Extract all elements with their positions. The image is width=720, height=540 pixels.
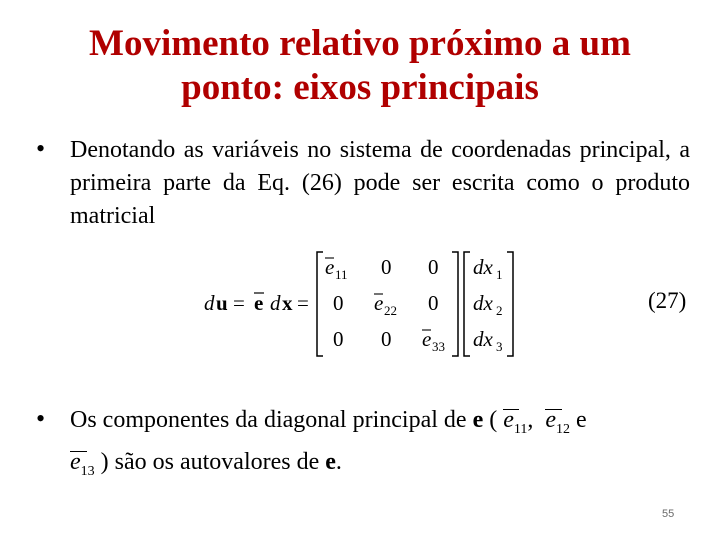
bullet-marker: •: [36, 404, 46, 433]
matrix-zero: 0: [333, 327, 344, 351]
title-line-2: ponto: eixos principais: [181, 67, 539, 108]
bullet-2-text: [70, 404, 690, 488]
bullet-marker: •: [36, 134, 46, 163]
matrix-equation: [200, 248, 530, 360]
lhs-u: u: [216, 291, 228, 315]
matrix-zero: 0: [333, 291, 344, 315]
matrix-left-bracket: [317, 252, 323, 356]
matrix-zero: 0: [428, 255, 439, 279]
vector-right-bracket: [507, 252, 513, 356]
vector-sub-3: 3: [496, 339, 503, 354]
vector-left-bracket: [464, 252, 470, 356]
bold-e: e: [472, 407, 484, 433]
equals-sign-2: =: [297, 291, 309, 315]
separator: ,: [527, 407, 534, 433]
bullet-2-text-d: ) são os autovalores de: [94, 448, 326, 475]
matrix-e33-letter: e: [422, 327, 432, 351]
page-number: 55: [662, 508, 675, 520]
matrix-zero: 0: [428, 291, 439, 315]
bullet-2-text-e: .: [335, 448, 342, 475]
title-line-1: Movimento relativo próximo a um: [89, 23, 631, 64]
bullet-2-text-a: Os componentes da diagonal principal de: [70, 407, 473, 433]
matrix-zero: 0: [381, 255, 392, 279]
matrix-e22-sub: 22: [384, 303, 397, 318]
vector-sub-2: 2: [496, 303, 503, 318]
symbol-e11: $e_{11}$: [503, 407, 528, 437]
matrix-e33-sub: 33: [432, 339, 445, 354]
vector-dx: dx: [473, 327, 493, 351]
bold-e: e: [325, 448, 336, 475]
dx-d: d: [270, 291, 281, 315]
dx-x: x: [282, 291, 293, 315]
bullet-2-text-b: (: [483, 407, 504, 433]
equation-number: (27): [648, 288, 687, 313]
vector-dx: dx: [473, 291, 493, 315]
strain-e: e: [254, 291, 264, 315]
matrix-e11-letter: e: [325, 255, 335, 279]
symbol-e12: $e_{12}$: [545, 407, 571, 437]
equals-sign: =: [233, 291, 245, 315]
bullet-1-text: Denotando as variáveis no sistema de coordenadas principal, a primeira parte da Eq. (26) pode ser escrita como o produto matricial: [70, 137, 690, 229]
matrix-right-bracket: [452, 252, 458, 356]
matrix-e11-sub: 11: [335, 267, 348, 282]
lhs-d: d: [204, 291, 215, 315]
bullet-2-text-c: e: [570, 407, 587, 433]
symbol-e13: $e_{13}$: [70, 448, 95, 479]
matrix-e22-letter: e: [374, 291, 384, 315]
vector-sub-1: 1: [496, 267, 503, 282]
slide-title: [0, 22, 720, 110]
vector-dx: dx: [473, 255, 493, 279]
matrix-zero: 0: [381, 327, 392, 351]
